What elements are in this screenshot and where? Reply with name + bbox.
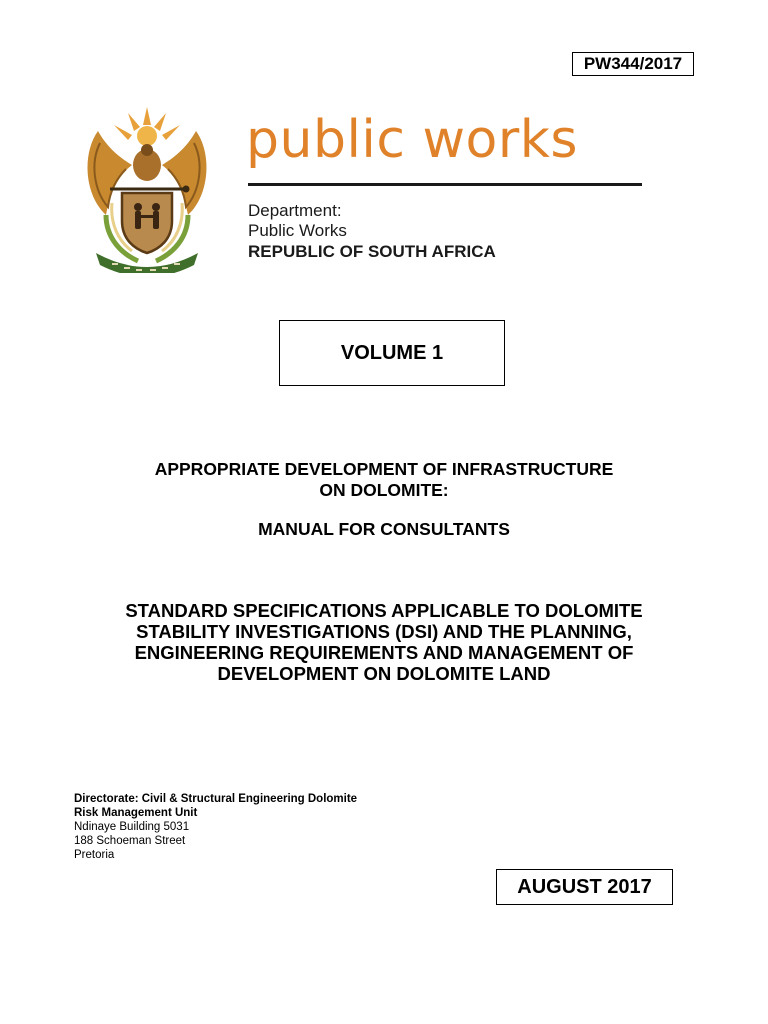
volume-label: VOLUME 1 — [279, 320, 505, 386]
specification-title — [60, 600, 708, 684]
address-building: Ndinaye Building 5031 — [74, 821, 190, 833]
department-logo — [76, 97, 658, 275]
title-line: ON DOLOMITE: — [319, 480, 449, 500]
reference-number: PW344/2017 — [572, 52, 694, 76]
brand-divider — [248, 183, 642, 186]
directorate-unit: Risk Management Unit — [74, 807, 198, 819]
title-line: APPROPRIATE DEVELOPMENT OF INFRASTRUCTURE — [154, 459, 614, 479]
directorate-address — [74, 792, 357, 862]
country-name: REPUBLIC OF SOUTH AFRICA — [248, 242, 496, 261]
document-subtitle: MANUAL FOR CONSULTANTS — [258, 519, 510, 539]
document-title — [60, 459, 708, 501]
spec-line: ENGINEERING REQUIREMENTS AND MANAGEMENT OF — [134, 642, 634, 663]
spec-line: STABILITY INVESTIGATIONS (DSI) AND THE PLANNING, — [136, 621, 632, 642]
publication-date: AUGUST 2017 — [496, 869, 673, 905]
department-name: Public Works — [248, 221, 347, 240]
department-label: Department: — [248, 201, 342, 220]
spec-line: STANDARD SPECIFICATIONS APPLICABLE TO DOLOMITE — [125, 600, 643, 621]
address-street: 188 Schoeman Street — [74, 835, 186, 847]
south-africa-coat-of-arms-icon — [76, 103, 218, 273]
brand-name: public works — [246, 110, 578, 170]
spec-line: DEVELOPMENT ON DOLOMITE LAND — [217, 663, 551, 684]
directorate-name: Directorate: Civil & Structural Engineering Dolomite — [74, 793, 358, 805]
address-city: Pretoria — [74, 849, 115, 861]
